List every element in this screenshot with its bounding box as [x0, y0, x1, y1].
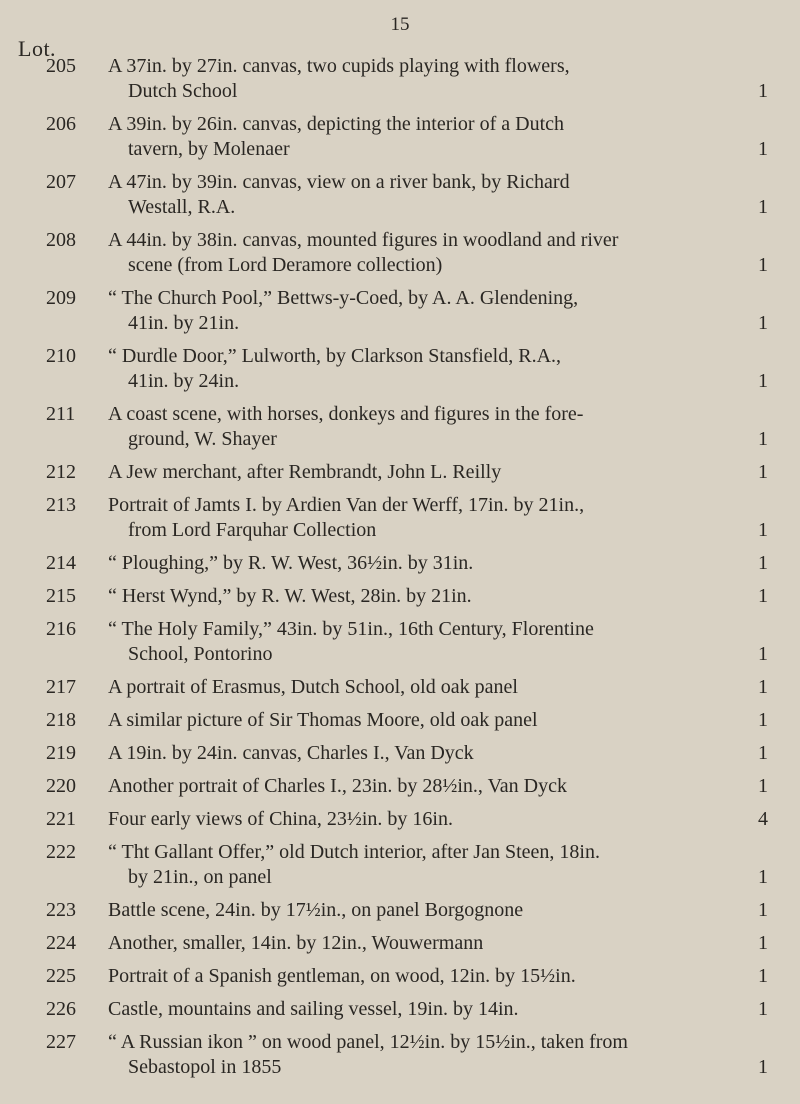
lot-description: [108, 460, 738, 485]
description-line: A 19in. by 24in. canvas, Charles I., Van Dyck: [108, 742, 474, 764]
lot-number: 215: [46, 585, 76, 607]
lot-quantity: 1: [758, 461, 768, 483]
lot-number: 221: [46, 808, 76, 830]
lot-number: 226: [46, 998, 76, 1020]
lot-quantity: 4: [758, 808, 768, 830]
lot-number: 206: [46, 113, 76, 135]
lot-description: [108, 807, 738, 832]
description-line: 41in. by 21in.: [128, 312, 240, 334]
lot-number: 216: [46, 618, 76, 640]
lot-entry: [0, 460, 800, 485]
lot-number: 224: [46, 932, 76, 954]
lot-description: [108, 493, 738, 543]
lot-description: [108, 402, 738, 452]
lot-number: 205: [46, 55, 76, 77]
lot-column-header: Lot.: [18, 36, 57, 61]
lot-description: [108, 617, 738, 667]
lot-entry: [0, 286, 800, 336]
lot-quantity: 1: [758, 312, 768, 334]
lot-description: [108, 898, 738, 923]
lot-quantity: 1: [758, 196, 768, 218]
lot-description: [108, 286, 738, 336]
description-line: “ A Russian ikon ” on wood panel, 12½in. by 15½in., taken from: [108, 1031, 628, 1053]
lot-number: 219: [46, 742, 76, 764]
description-line: tavern, by Molenaer: [128, 138, 290, 160]
lot-quantity: 1: [758, 138, 768, 160]
lot-number: 217: [46, 676, 76, 698]
lot-description: [108, 997, 738, 1022]
lot-quantity: 1: [758, 866, 768, 888]
lot-description: [108, 964, 738, 989]
lot-quantity: 1: [758, 254, 768, 276]
lot-number: 214: [46, 552, 76, 574]
lot-description: [108, 931, 738, 956]
description-line: from Lord Farquhar Collection: [128, 519, 377, 541]
lot-description: [108, 112, 738, 162]
description-line: “ Tht Gallant Offer,” old Dutch interior, after Jan Steen, 18in.: [108, 841, 600, 863]
description-line: A 37in. by 27in. canvas, two cupids playing with flowers,: [108, 55, 570, 77]
description-line: “ The Holy Family,” 43in. by 51in., 16th Century, Florentine: [108, 618, 594, 640]
lot-description: [108, 170, 738, 220]
lot-number: 210: [46, 345, 76, 367]
lot-entry: [0, 493, 800, 543]
lot-entry: [0, 551, 800, 576]
lot-number: 207: [46, 171, 76, 193]
lot-number: 213: [46, 494, 76, 516]
lot-quantity: 1: [758, 676, 768, 698]
page-number: 15: [390, 14, 410, 35]
lot-number: 222: [46, 841, 76, 863]
lot-number: 208: [46, 229, 76, 251]
description-line: Dutch School: [128, 80, 238, 102]
lot-quantity: 1: [758, 742, 768, 764]
lot-number: 212: [46, 461, 76, 483]
description-line: scene (from Lord Deramore collection): [128, 254, 443, 276]
description-line: ground, W. Shayer: [128, 428, 277, 450]
lot-entry: [0, 774, 800, 799]
lot-quantity: 1: [758, 965, 768, 987]
lot-quantity: 1: [758, 775, 768, 797]
description-line: A similar picture of Sir Thomas Moore, old oak panel: [108, 709, 538, 731]
lot-description: [108, 840, 738, 890]
lot-entry: [0, 617, 800, 667]
description-line: Westall, R.A.: [128, 196, 236, 218]
lot-entry: [0, 898, 800, 923]
description-line: Four early views of China, 23½in. by 16in.: [108, 808, 453, 830]
description-line: Portrait of a Spanish gentleman, on wood, 12in. by 15½in.: [108, 965, 576, 987]
description-line: “ Ploughing,” by R. W. West, 36½in. by 31in.: [108, 552, 474, 574]
lot-description: [108, 584, 738, 609]
description-line: School, Pontorino: [128, 643, 273, 665]
description-line: Sebastopol in 1855: [128, 1056, 282, 1078]
lot-entry: [0, 997, 800, 1022]
description-line: Another portrait of Charles I., 23in. by 28½in., Van Dyck: [108, 775, 567, 797]
description-line: by 21in., on panel: [128, 866, 272, 888]
lot-description: [108, 228, 738, 278]
lot-entry: [0, 228, 800, 278]
lot-quantity: 1: [758, 998, 768, 1020]
lot-entry: [0, 708, 800, 733]
lot-entry: [0, 675, 800, 700]
lot-entry: [0, 584, 800, 609]
description-line: A Jew merchant, after Rembrandt, John L. Reilly: [108, 461, 502, 483]
lot-description: [108, 551, 738, 576]
description-line: “ Herst Wynd,” by R. W. West, 28in. by 21in.: [108, 585, 472, 607]
lot-entry: [0, 1030, 800, 1080]
lot-quantity: 1: [758, 519, 768, 541]
lot-number: 209: [46, 287, 76, 309]
lot-number: 211: [46, 403, 76, 425]
lot-list: [0, 54, 800, 1088]
description-line: A coast scene, with horses, donkeys and figures in the fore-: [108, 403, 584, 425]
lot-quantity: 1: [758, 552, 768, 574]
lot-description: [108, 675, 738, 700]
lot-entry: [0, 112, 800, 162]
lot-description: [108, 708, 738, 733]
description-line: Battle scene, 24in. by 17½in., on panel Borgognone: [108, 899, 524, 921]
lot-number: 227: [46, 1031, 76, 1053]
lot-entry: [0, 840, 800, 890]
description-line: A 47in. by 39in. canvas, view on a river bank, by Richard: [108, 171, 570, 193]
lot-entry: [0, 741, 800, 766]
lot-number: 220: [46, 775, 76, 797]
lot-description: [108, 741, 738, 766]
description-line: Another, smaller, 14in. by 12in., Wouwermann: [108, 932, 484, 954]
description-line: “ The Church Pool,” Bettws-y-Coed, by A. A. Glendening,: [108, 287, 579, 309]
description-line: A 44in. by 38in. canvas, mounted figures in woodland and river: [108, 229, 619, 251]
lot-quantity: 1: [758, 370, 768, 392]
lot-quantity: 1: [758, 899, 768, 921]
lot-description: [108, 54, 738, 104]
description-line: Portrait of Jamts I. by Ardien Van der Werff, 17in. by 21in.,: [108, 494, 585, 516]
lot-entry: [0, 807, 800, 832]
lot-entry: [0, 54, 800, 104]
description-line: A portrait of Erasmus, Dutch School, old oak panel: [108, 676, 518, 698]
lot-number: 225: [46, 965, 76, 987]
description-line: A 39in. by 26in. canvas, depicting the interior of a Dutch: [108, 113, 565, 135]
lot-entry: [0, 964, 800, 989]
lot-description: [108, 344, 738, 394]
lot-quantity: 1: [758, 1056, 768, 1078]
lot-quantity: 1: [758, 428, 768, 450]
lot-quantity: 1: [758, 80, 768, 102]
lot-number: 223: [46, 899, 76, 921]
lot-quantity: 1: [758, 932, 768, 954]
description-line: 41in. by 24in.: [128, 370, 240, 392]
lot-description: [108, 1030, 738, 1080]
lot-entry: [0, 344, 800, 394]
description-line: Castle, mountains and sailing vessel, 19in. by 14in.: [108, 998, 519, 1020]
lot-entry: [0, 170, 800, 220]
lot-entry: [0, 931, 800, 956]
lot-quantity: 1: [758, 643, 768, 665]
lot-number: 218: [46, 709, 76, 731]
description-line: “ Durdle Door,” Lulworth, by Clarkson Stansfield, R.A.,: [108, 345, 562, 367]
lot-quantity: 1: [758, 585, 768, 607]
lot-quantity: 1: [758, 709, 768, 731]
lot-description: [108, 774, 738, 799]
lot-entry: [0, 402, 800, 452]
